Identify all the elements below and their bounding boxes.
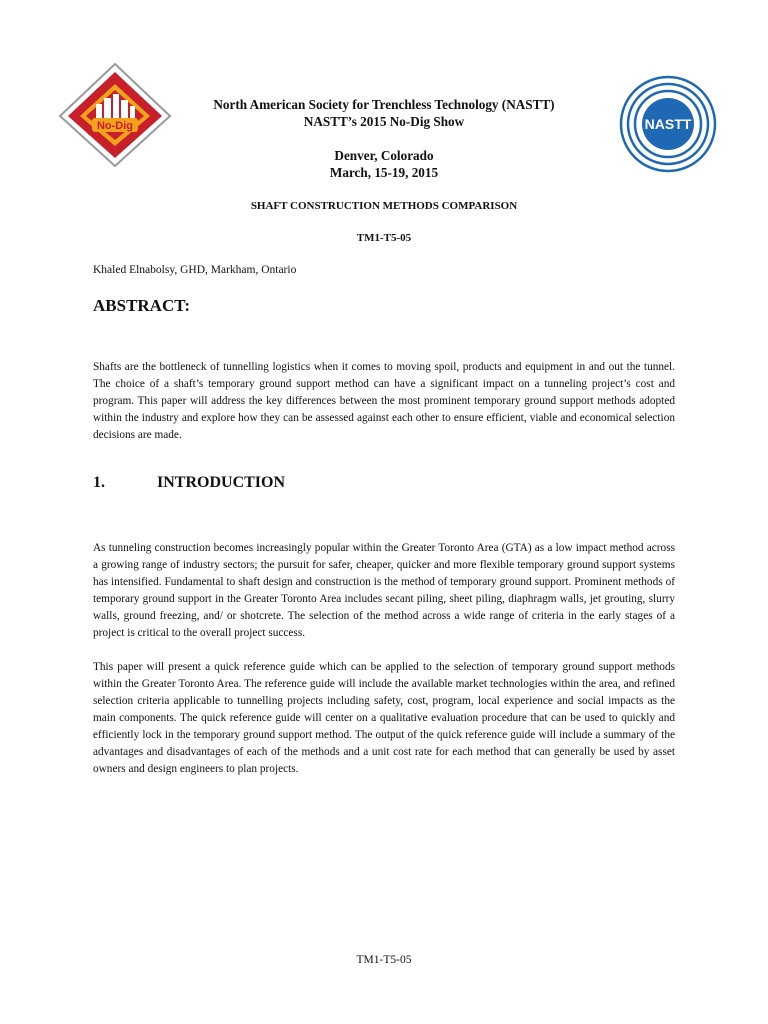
- nastt-logo: [618, 74, 718, 174]
- nodig-logo-text: No-Dig: [96, 120, 134, 132]
- page-footer: TM1-T5-05: [356, 954, 412, 966]
- section-number: 1.: [93, 474, 105, 491]
- dates: March, 15-19, 2015: [329, 165, 439, 180]
- conference-header: [170, 96, 598, 181]
- section-title: INTRODUCTION: [157, 474, 286, 491]
- show-name: NASTT’s 2015 No-Dig Show: [303, 114, 465, 129]
- section-heading-introduction: [93, 474, 285, 492]
- nodig-logo: [56, 60, 174, 170]
- abstract-text: Shafts are the bottleneck of tunnelling logistics when it comes to moving spoil, products and equipment in and out the tunnel. The choice of a shaft’s temporary ground support method can have a significant impact on a tunneling project’s cost and program. This paper will address the key differences between the most prominent temporary ground support methods adopted within the industry and explore how they can be assessed against each other to ensure efficient, viable and economical selection decisions are made.: [93, 361, 675, 441]
- intro-paragraph-1: As tunneling construction becomes increasingly popular within the Greater Toronto Area (GTA) as a low impact method across a growing range of industry sectors; the pursuit for safer, cheaper, quicker and more flexible temporary ground support systems has intensified. Fundamental to shaft design and construction is the method of temporary ground support. Prominent methods of temporary ground support in the Greater Toronto Area includes secant piling, sheet piling, diaphragm walls, jet grouting, slurry walls, ground freezing, and/ or shotcrete. The selection of the method across a wide range of criteria in the early stages of a project is critical to the overall project success.: [93, 542, 675, 639]
- nastt-logo-text: NASTT: [644, 116, 692, 132]
- paper-title: SHAFT CONSTRUCTION METHODS COMPARISON: [250, 200, 518, 212]
- society-name: North American Society for Trenchless Technology (NASTT): [213, 97, 555, 112]
- abstract-heading: ABSTRACT:: [93, 296, 190, 315]
- location: Denver, Colorado: [334, 148, 434, 163]
- author-line: Khaled Elnabolsy, GHD, Markham, Ontario: [93, 264, 297, 276]
- paper-code: TM1-T5-05: [356, 232, 412, 244]
- intro-paragraph-2: This paper will present a quick reference guide which can be applied to the selection of temporary ground support methods within the Greater Toronto Area. The reference guide will include the available market technologies within the area, and refined selection criteria applicable to tunnelling projects including safety, cost, program, local experience and social impacts as the main components. The quick reference guide will center on a qualitative evaluation procedure that can be used to quickly and efficiently lock in the temporary ground support method. The output of the quick reference guide will include a summary of the advantages and disadvantages of each of the methods and a unit cost rate for each method that can generally be used by asset owners and design engineers to plan projects.: [93, 661, 675, 775]
